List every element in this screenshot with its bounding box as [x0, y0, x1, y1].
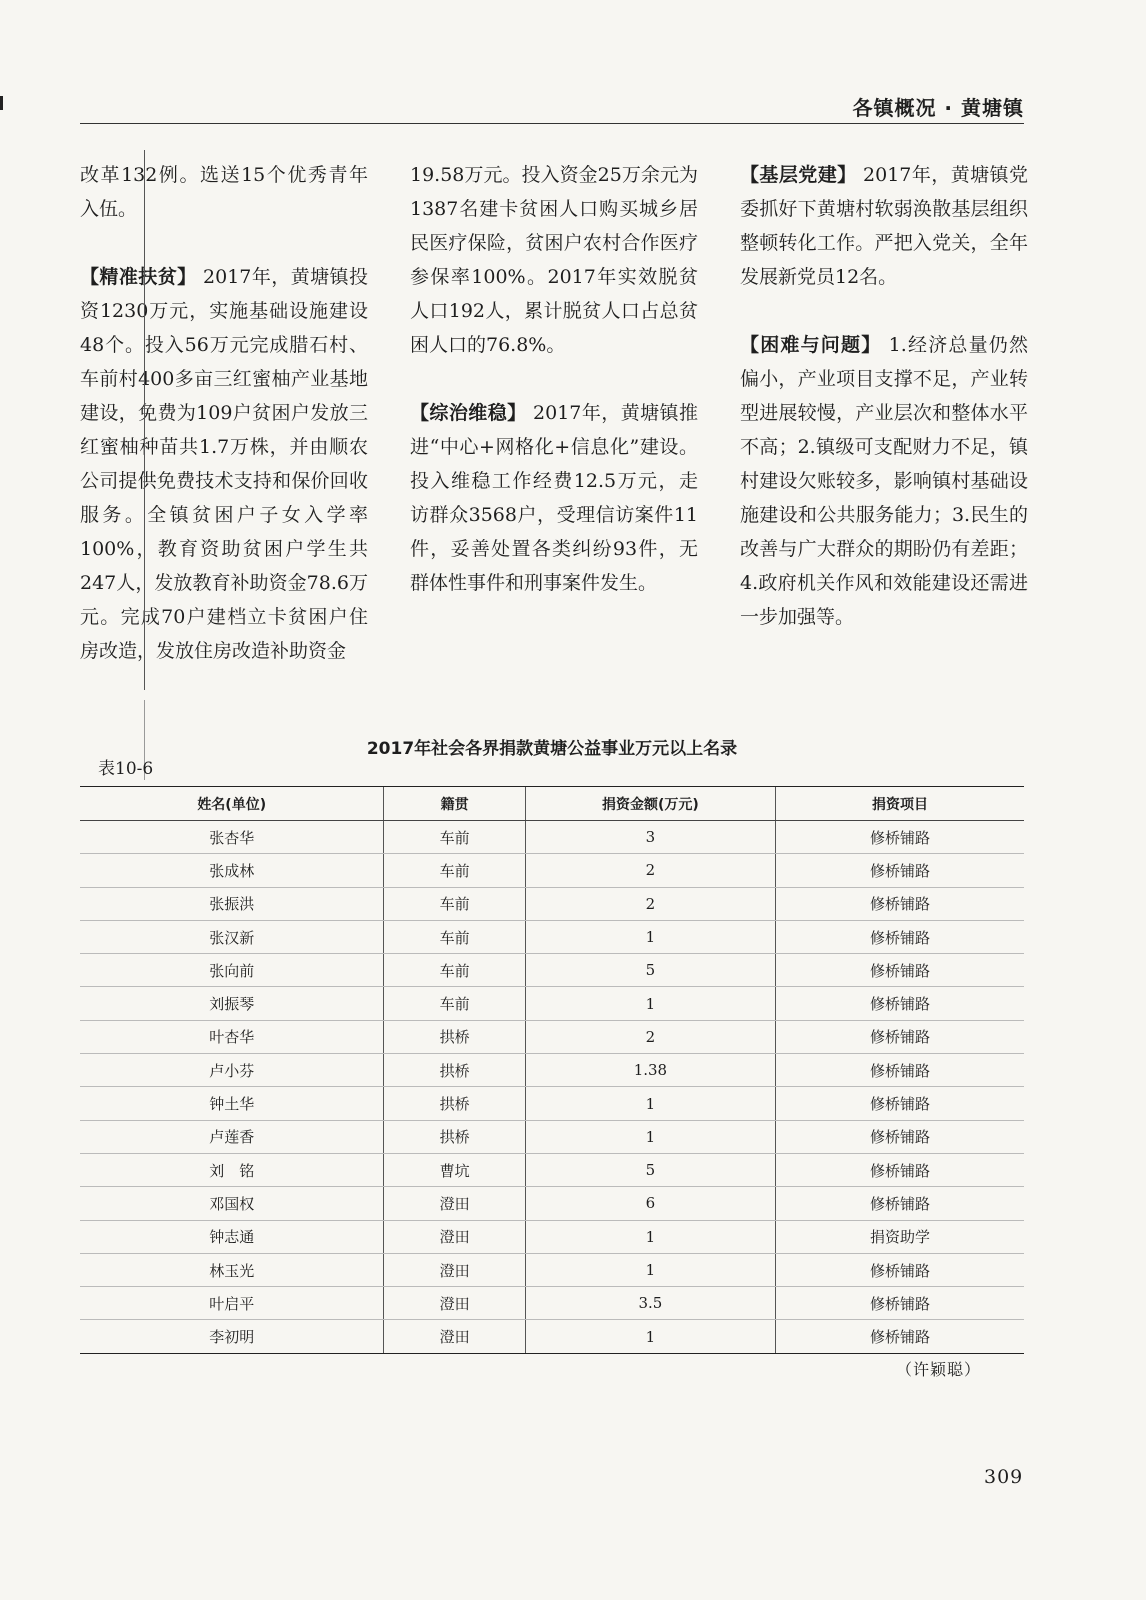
table-row [80, 1020, 1024, 1053]
cell-amount: 1 [525, 1320, 775, 1353]
cell-project: 修桥铺路 [776, 954, 1025, 987]
paragraph [740, 328, 1028, 634]
cell-project: 修桥铺路 [776, 1153, 1025, 1186]
cell-amount: 1 [525, 1120, 775, 1153]
cell-amount: 1 [525, 1220, 775, 1253]
cell-name: 李初明 [80, 1320, 384, 1353]
table-row [80, 854, 1024, 887]
cell-project: 修桥铺路 [776, 987, 1025, 1020]
cell-origin: 曹坑 [384, 1153, 525, 1186]
cell-project: 修桥铺路 [776, 887, 1025, 920]
page-number: 309 [984, 1466, 1024, 1488]
cell-project: 修桥铺路 [776, 821, 1025, 854]
running-header: 各镇概况 · 黄塘镇 [852, 96, 1024, 120]
cell-project: 修桥铺路 [776, 920, 1025, 953]
cell-name: 邓国权 [80, 1187, 384, 1220]
cell-origin: 拱桥 [384, 1120, 525, 1153]
paragraph-body: 2017年，黄塘镇党委抓好下黄塘村软弱涣散基层组织整顿转化工作。严把入党关，全年发展新党员12名。 [740, 164, 1028, 288]
table-row [80, 821, 1024, 854]
table-row [80, 1320, 1024, 1353]
paragraph-body: 1.经济总量仍然偏小，产业项目支撑不足，产业转型进展较慢，产业层次和整体水平不高；2.镇级可支配财力不足，镇村建设欠账较多，影响镇村基础设施建设和公共服务能力；3.民生的改善与广大群众的期盼仍有差距；4.政府机关作风和效能建设还需进一步加强等。 [740, 334, 1028, 628]
header-origin: 籍贯 [384, 787, 525, 821]
table-row [80, 1220, 1024, 1253]
cell-name: 张汉新 [80, 920, 384, 953]
table-row [80, 920, 1024, 953]
header-amount: 捐资金额(万元) [525, 787, 775, 821]
cell-amount: 6 [525, 1187, 775, 1220]
cell-name: 刘振琴 [80, 987, 384, 1020]
table-row [80, 954, 1024, 987]
cell-origin: 车前 [384, 987, 525, 1020]
paragraph: 19.58万元。投入资金25万余元为1387名建卡贫困人口购买城乡居民医疗保险，贫困户农村合作医疗参保率100%。2017年实效脱贫人口192人，累计脱贫人口占总贫困人口的76.8%。 [410, 164, 698, 356]
cell-name: 钟志通 [80, 1220, 384, 1253]
cell-project: 修桥铺路 [776, 1287, 1025, 1320]
paragraph [80, 260, 368, 668]
cell-name: 叶启平 [80, 1287, 384, 1320]
cell-name: 张向前 [80, 954, 384, 987]
cell-name: 林玉光 [80, 1253, 384, 1286]
cell-project: 捐资助学 [776, 1220, 1025, 1253]
table-row [80, 1253, 1024, 1286]
table-row [80, 887, 1024, 920]
cell-origin: 拱桥 [384, 1020, 525, 1053]
header-rule [80, 123, 1024, 124]
cell-origin: 澄田 [384, 1320, 525, 1353]
text-column-3 [740, 158, 1028, 668]
cell-project: 修桥铺路 [776, 1320, 1025, 1353]
table-label: 表10-6 [98, 759, 154, 779]
section-heading: 【综治维稳】 [410, 402, 527, 424]
table-header-row [80, 787, 1024, 821]
cell-amount: 1.38 [525, 1054, 775, 1087]
header-project: 捐资项目 [776, 787, 1025, 821]
cell-name: 张杏华 [80, 821, 384, 854]
table-title: 2017年社会各界捐款黄塘公益事业万元以上名录 [366, 739, 738, 759]
cell-origin: 澄田 [384, 1220, 525, 1253]
cell-project: 修桥铺路 [776, 854, 1025, 887]
table-row [80, 1120, 1024, 1153]
paragraph: 改革132例。选送15个优秀青年入伍。 [80, 164, 368, 220]
cell-origin: 澄田 [384, 1253, 525, 1286]
cell-amount: 5 [525, 954, 775, 987]
cell-amount: 2 [525, 1020, 775, 1053]
cell-project: 修桥铺路 [776, 1020, 1025, 1053]
cell-amount: 1 [525, 987, 775, 1020]
table-row [80, 1287, 1024, 1320]
cell-name: 刘 铭 [80, 1153, 384, 1186]
paragraph-body: 2017年，黄塘镇推进“中心+网格化+信息化”建设。投入维稳工作经费12.5万元，走访群众3568户，受理信访案件11件，妥善处置各类纠纷93件，无群体性事件和刑事案件发生。 [410, 402, 698, 594]
cell-project: 修桥铺路 [776, 1253, 1025, 1286]
cell-name: 卢小芬 [80, 1054, 384, 1087]
cell-amount: 1 [525, 1087, 775, 1120]
donation-table [80, 786, 1024, 1354]
cell-name: 张成林 [80, 854, 384, 887]
cell-origin: 车前 [384, 920, 525, 953]
cell-origin: 拱桥 [384, 1054, 525, 1087]
cell-amount: 1 [525, 1253, 775, 1286]
cell-origin: 车前 [384, 821, 525, 854]
cell-origin: 拱桥 [384, 1087, 525, 1120]
binding-mark [0, 96, 3, 110]
author-credit: （许颖聪） [896, 1360, 982, 1379]
table-row [80, 1087, 1024, 1120]
table-row [80, 1153, 1024, 1186]
cell-amount: 3 [525, 821, 775, 854]
cell-origin: 车前 [384, 954, 525, 987]
cell-project: 修桥铺路 [776, 1120, 1025, 1153]
cell-name: 钟土华 [80, 1087, 384, 1120]
text-column-1 [80, 158, 368, 702]
cell-name: 张振洪 [80, 887, 384, 920]
text-column-2 [410, 158, 698, 634]
paragraph [740, 158, 1028, 294]
paragraph [410, 396, 698, 600]
cell-project: 修桥铺路 [776, 1187, 1025, 1220]
cell-name: 卢莲香 [80, 1120, 384, 1153]
table-row [80, 1187, 1024, 1220]
section-heading: 【困难与问题】 [740, 334, 882, 356]
cell-amount: 2 [525, 887, 775, 920]
table-row [80, 1054, 1024, 1087]
section-heading: 【基层党建】 [740, 164, 857, 186]
cell-project: 修桥铺路 [776, 1087, 1025, 1120]
cell-origin: 车前 [384, 854, 525, 887]
cell-project: 修桥铺路 [776, 1054, 1025, 1087]
cell-name: 叶杏华 [80, 1020, 384, 1053]
cell-amount: 5 [525, 1153, 775, 1186]
section-heading: 【精准扶贫】 [80, 266, 197, 288]
scan-artifact-line [144, 150, 145, 690]
cell-origin: 澄田 [384, 1187, 525, 1220]
cell-origin: 车前 [384, 887, 525, 920]
table-row [80, 987, 1024, 1020]
cell-amount: 1 [525, 920, 775, 953]
paragraph-body: 2017年，黄塘镇投资1230万元，实施基础设施建设48个。投入56万元完成腊石村、车前村400多亩三红蜜柚产业基地建设，免费为109户贫困户发放三红蜜柚种苗共1.7万株，并由顺农公司提供免费技术支持和保价回收服务。全镇贫困户子女入学率100%，教育资助贫困户学生共247人，发放教育补助资金78.6万元。完成70户建档立卡贫困户住房改造，发放住房改造补助资金 [80, 266, 368, 662]
cell-amount: 3.5 [525, 1287, 775, 1320]
cell-amount: 2 [525, 854, 775, 887]
header-name: 姓名(单位) [80, 787, 384, 821]
cell-origin: 澄田 [384, 1287, 525, 1320]
